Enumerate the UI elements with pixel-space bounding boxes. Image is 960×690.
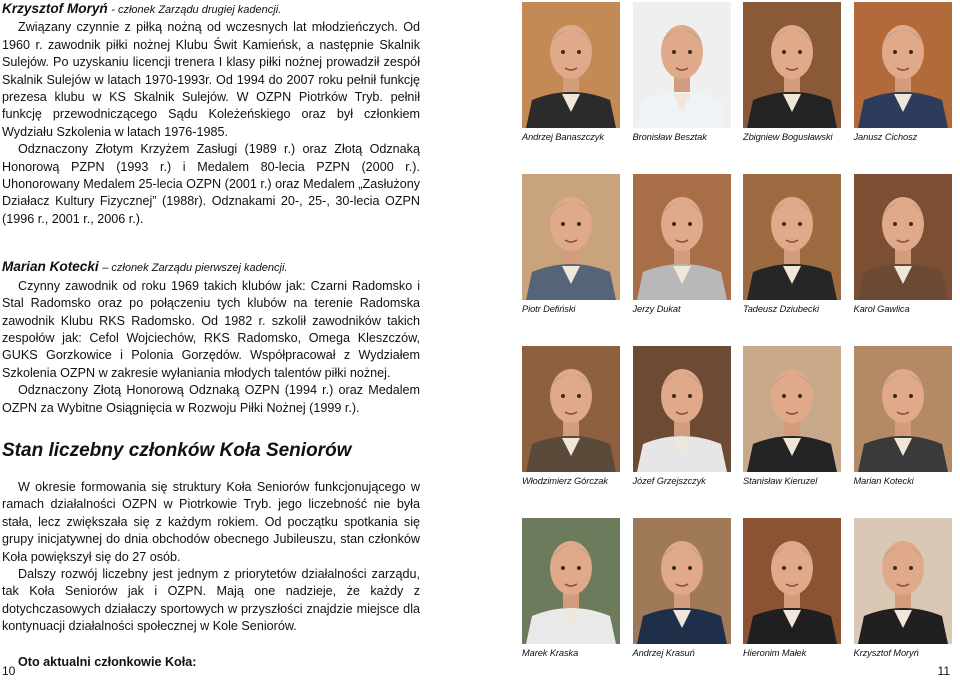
photo-caption: Marian Kotecki — [853, 476, 914, 486]
photo-caption: Stanisław Kieruzel — [743, 476, 818, 486]
page-number-right: 11 — [937, 664, 950, 678]
photo-gallery — [522, 2, 952, 690]
photo-caption: Zbigniew Bogusławski — [743, 132, 833, 142]
photo-row — [522, 346, 952, 518]
member-card — [854, 346, 953, 518]
portrait-photo — [633, 174, 731, 300]
bio-paragraph: Odznaczony Złotą Honorową Odznaką OZPN (1994 r.) oraz Medalem OZPN za Wybitne Osiągnięcia w Rozwoju Piłki Nożnej (1999 r.). — [2, 383, 420, 415]
member-card — [522, 518, 621, 690]
section-title: Stan liczebny członków Koła Seniorów — [2, 439, 352, 461]
member-card — [854, 2, 953, 174]
bio-name: Marian Kotecki — [2, 259, 99, 275]
bio-role: - członek Zarządu drugiej kadencji. — [111, 4, 282, 16]
portrait-photo — [633, 518, 731, 644]
portrait-photo — [633, 346, 731, 472]
section-paragraph: W okresie formowania się struktury Koła Seniorów funkcjonującego w ramach działalności OZPN w Piotrkowie Tryb. jego liczebność nie była stała, lecz zwiększała się z każdym rokiem. Od początku spotkania się grupy inicjatywnej do dnia obchodów obecnego Jubileuszu, stan członków Koła powiększył się do 27 osób. — [2, 479, 420, 564]
section-paragraph: Dalszy rozwój liczebny jest jednym z priorytetów działalności zarządu, tak Koła Seniorów jak i OZPN. Mają one nadzieje, że każdy z dotychczasowych działaczy sportowych w przyszłości znajdzie miejsce dla kontynuacji działalności społecznej w Kole Seniorów. — [2, 566, 420, 634]
member-card — [522, 346, 621, 518]
bio-krzysztof-moryn — [2, 0, 420, 19]
portrait-photo — [522, 174, 620, 300]
member-card — [522, 2, 621, 174]
photo-caption: Andrzej Krasuń — [632, 648, 695, 658]
photo-caption: Krzysztof Moryń — [853, 648, 919, 658]
photo-caption: Janusz Cichosz — [853, 132, 918, 142]
bio-paragraph: Czynny zawodnik od roku 1969 takich klubów jak: Czarni Radomsko i Stal Radomsko oraz po połączeniu tych klubów na terenie Radomska zawodnik Klubu RKS Radomsko. Od 1982 r. szkolił zawodników takich zespołów jak: Cefol Wojciechów, RKS Radomsko, Omega Kleszczów, GUKS Gorzkowice i Polonia Gorzędów. Współpracował z Wydziałem Szkolenia OZPN w zakresie wyłaniania młodych talentów piłki nożnej. — [2, 278, 420, 380]
bio-name: Krzysztof Moryń — [2, 1, 108, 16]
bio-marian-kotecki — [2, 258, 420, 277]
member-card — [633, 518, 732, 690]
photo-row — [522, 2, 952, 174]
member-card — [633, 2, 732, 174]
portrait-photo — [854, 346, 952, 472]
portrait-photo — [854, 518, 952, 644]
portrait-photo — [854, 174, 952, 300]
portrait-photo — [522, 518, 620, 644]
bio-role: – członek Zarządu pierwszej kadencji. — [102, 262, 288, 275]
photo-caption: Piotr Defiński — [522, 304, 576, 314]
photo-row — [522, 518, 952, 690]
portrait-photo — [854, 2, 952, 128]
page-number-left: 10 — [2, 664, 16, 678]
member-card — [854, 174, 953, 346]
portrait-photo — [522, 2, 620, 128]
left-page — [2, 0, 420, 671]
photo-caption: Józef Grzejszczyk — [632, 476, 706, 486]
member-card — [743, 174, 842, 346]
member-card — [743, 518, 842, 690]
photo-caption: Tadeusz Dziubecki — [743, 304, 819, 314]
portrait-photo — [633, 2, 731, 128]
portrait-photo — [743, 2, 841, 128]
member-card — [743, 2, 842, 174]
photo-row — [522, 174, 952, 346]
bio-paragraph: Odznaczony Złotym Krzyżem Zasługi (1989 r.) oraz Złotą Odznaką Honorową PZPN (1993 r.) i Medalem 80-lecia PZPN (2000 r.). Uhonorowany Medalem 25-lecia OZPN (2001 r.) oraz Medalem „Zasłużony Działacz Kultury Fizycznej” (1988r). Odznakami 20-, 25-, 30-lecia OZPN (1996 r., 2001 r., 2006 r.). — [2, 142, 420, 226]
photo-caption: Hieronim Małek — [743, 648, 807, 658]
portrait-photo — [522, 346, 620, 472]
members-intro: Oto aktualni członkowie Koła: — [18, 654, 197, 669]
member-card — [743, 346, 842, 518]
photo-caption: Karol Gawlica — [853, 304, 910, 314]
bio-paragraph: Związany czynnie z piłką nożną od wczesnych lat młodzieńczych. Od 1960 r. zawodnik piłki nożnej Klubu Świt Kamieńsk, a następnie Skalnik Sulejów. Po uzyskaniu licencji trenera I klasy piłki nożnej prowadził zespół Skalnik Sulejów w latach 1970-1993r. Od 1994 do 2007 roku pełnił funkcję prezesa klubu w KS Skalnik Sulejów. W OZPN Piotrków Tryb. pełnił funkcję przewodniczącego Sądu Koleżeńskiego oraz był członkiem Wydziału Szkolenia w latach 1976-1985. — [2, 20, 420, 139]
photo-caption: Andrzej Banaszczyk — [522, 132, 604, 142]
photo-caption: Włodzimierz Górczak — [522, 476, 608, 486]
member-card — [522, 174, 621, 346]
member-card — [633, 346, 732, 518]
photo-caption: Marek Kraska — [522, 648, 579, 658]
portrait-photo — [743, 346, 841, 472]
photo-caption: Bronisław Besztak — [632, 132, 707, 142]
portrait-photo — [743, 174, 841, 300]
member-card — [633, 174, 732, 346]
portrait-photo — [743, 518, 841, 644]
photo-caption: Jerzy Dukat — [632, 304, 681, 314]
